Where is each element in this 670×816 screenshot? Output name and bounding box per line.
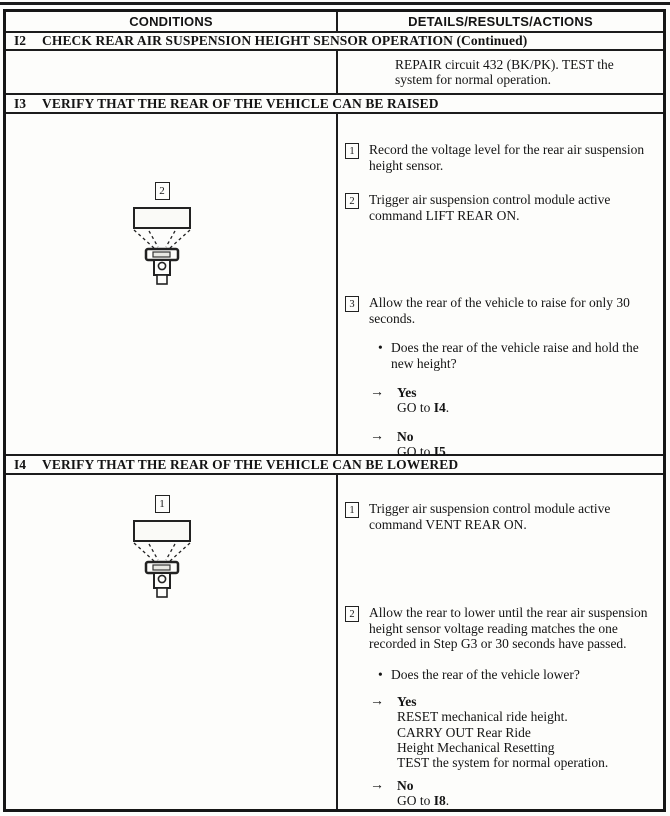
go-text: GO to	[397, 444, 434, 460]
step-item	[345, 192, 665, 223]
result-body	[397, 778, 662, 809]
section-header-i4	[6, 456, 663, 475]
step-number-box: 1	[345, 143, 359, 159]
step-number-box: 3	[345, 296, 359, 312]
table-header-row	[6, 12, 663, 33]
section-title: CHECK REAR AIR SUSPENSION HEIGHT SENSOR OPERATION (Continued)	[42, 33, 528, 48]
figure-module-box	[133, 207, 191, 229]
result-action: TEST the system for normal operation.	[397, 755, 609, 770]
figure-module-box	[133, 520, 191, 542]
go-suffix: .	[445, 793, 450, 809]
section-id: I3	[14, 95, 27, 111]
go-target-step: I5	[433, 444, 446, 460]
result-body	[397, 694, 662, 770]
conditions-cell	[6, 114, 336, 454]
figure-callout-number: 1	[155, 495, 170, 513]
height-sensor-figure	[127, 182, 197, 285]
arrow-right-icon: →	[370, 385, 383, 400]
step-item	[345, 501, 665, 532]
go-suffix: .	[445, 444, 450, 460]
step-item	[345, 605, 665, 652]
go-target-step: I4	[433, 400, 446, 416]
step-text: Trigger air suspension control module active command VENT REAR ON.	[369, 501, 611, 532]
column-header-conditions: CONDITIONS	[129, 14, 213, 29]
go-text: GO to	[397, 400, 434, 416]
repair-action-text	[395, 57, 645, 88]
result-label: Yes	[397, 385, 417, 400]
result-no	[370, 778, 662, 809]
section-id: I4	[14, 456, 27, 472]
question-text: Does the rear of the vehicle raise and hold the new height?	[391, 340, 639, 371]
details-cell	[336, 475, 663, 809]
section-i2-action-row	[6, 51, 663, 95]
step-text: Allow the rear to lower until the rear air suspension height sensor voltage reading matches the one recorded in Step G3 or 30 seconds have passed.	[369, 605, 648, 652]
go-suffix: .	[445, 400, 450, 416]
result-yes	[370, 385, 662, 416]
result-body	[397, 429, 662, 460]
step-item	[345, 142, 665, 173]
result-body	[397, 385, 662, 416]
step-text: Trigger air suspension control module active command LIFT REAR ON.	[369, 192, 611, 223]
result-action	[397, 793, 662, 808]
arrow-right-icon: →	[370, 694, 383, 709]
result-no	[370, 429, 662, 460]
step-text: Allow the rear of the vehicle to raise for only 30 seconds.	[369, 295, 630, 326]
go-target-step: I8	[433, 793, 446, 809]
repair-action-line: system for normal operation.	[395, 72, 551, 88]
result-label: No	[397, 778, 414, 793]
result-action: CARRY OUT Rear Ride	[397, 724, 531, 740]
step-number-box: 1	[345, 502, 359, 518]
details-cell	[336, 51, 663, 93]
result-yes	[370, 694, 662, 770]
details-cell	[336, 114, 663, 460]
go-text: GO to	[397, 793, 434, 809]
step-number-box: 2	[345, 606, 359, 622]
test-question	[378, 340, 663, 371]
conditions-cell	[6, 475, 336, 809]
height-sensor-figure	[127, 495, 197, 598]
result-action: Height Mechanical Resetting	[397, 739, 555, 755]
section-header-i2	[6, 33, 663, 51]
height-sensor-icon	[127, 229, 197, 285]
section-id: I2	[14, 33, 27, 48]
result-action	[397, 400, 662, 415]
section-i4-content-row	[6, 475, 663, 809]
bullet-icon: •	[378, 340, 383, 355]
figure-callout-number: 2	[155, 182, 170, 200]
result-label: No	[397, 429, 414, 444]
result-label: Yes	[397, 694, 417, 709]
section-title: VERIFY THAT THE REAR OF THE VEHICLE CAN BE RAISED	[42, 95, 439, 111]
bullet-icon: •	[378, 667, 383, 682]
question-text: Does the rear of the vehicle lower?	[391, 667, 580, 682]
result-action: RESET mechanical ride height.	[397, 709, 568, 725]
arrow-right-icon: →	[370, 429, 383, 444]
pinpoint-test-table	[3, 9, 666, 812]
section-i3-content-row	[6, 114, 663, 460]
repair-action-line: REPAIR circuit 432 (BK/PK). TEST the	[395, 57, 614, 72]
step-number-box: 2	[345, 193, 359, 209]
arrow-right-icon: →	[370, 778, 383, 793]
height-sensor-icon	[127, 542, 197, 598]
step-text: Record the voltage level for the rear air suspension height sensor.	[369, 142, 645, 173]
section-header-i3	[6, 95, 663, 114]
step-item	[345, 295, 665, 326]
section-title: VERIFY THAT THE REAR OF THE VEHICLE CAN BE LOWERED	[42, 456, 459, 472]
page-top-rule	[0, 2, 670, 5]
test-question	[378, 667, 663, 683]
conditions-cell-empty	[6, 51, 336, 93]
column-header-details: DETAILS/RESULTS/ACTIONS	[336, 12, 663, 31]
